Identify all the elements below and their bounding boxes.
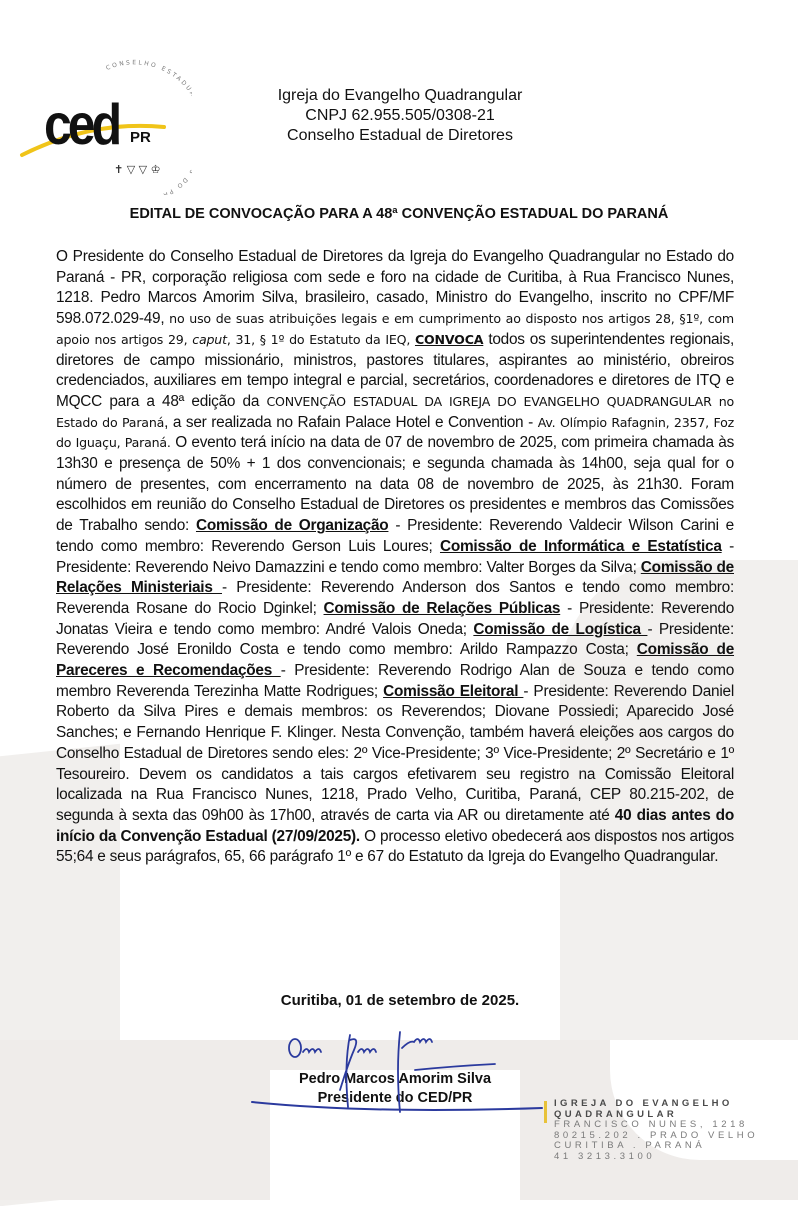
body-segment: , 31, § 1º do Estatuto da IEQ, (226, 331, 415, 347)
body-segment-italic: caput (192, 331, 227, 347)
commission-logistica: Comissão de Logística (473, 620, 648, 638)
signer-name: Pedro Marcos Amorim Silva (298, 1071, 492, 1087)
body-segment: todos os superintendentes regionais, diretores de campo missionário, ministros, pastores titulares, aspirantes ao ministério, obreiros credenciados, auxiliares em tempo integral e parcial, secretários, coordenadores e diretores de ITQ e MQCC para a 48ª edição da (56, 330, 735, 410)
commission-eleitoral: Comissão Eleitoral (383, 682, 524, 700)
signer-title: Presidente do CED/PR (317, 1090, 473, 1106)
stamp-org-line1: IGREJA DO EVANGELHO (554, 1098, 733, 1109)
commission-pareceres: Comissão de Pareceres e Recomendações (56, 641, 735, 680)
logo-suffix-text: PR (130, 129, 151, 146)
body-segment: - Presidente: Reverendo Valdecir Wilson Carini e tendo como membro: Reverendo Gerson Luis Loures; (56, 517, 734, 555)
letterhead (240, 86, 560, 146)
convoca-keyword: CONVOCA (414, 331, 484, 347)
stamp-address-line: CURITIBA . PARANÁ (554, 1140, 706, 1151)
body-segment: , a ser realizada no Rafain Palace Hotel e Convention - (164, 413, 538, 431)
commission-organizacao: Comissão de Organização (195, 517, 389, 535)
handwritten-signature (270, 1030, 510, 1110)
commission-relacoes-publicas: Comissão de Relações Públicas (323, 599, 561, 617)
stamp-address-line: 80215.202 . PRADO VELHO (554, 1129, 759, 1141)
document-title: EDITAL DE CONVOCAÇÃO PARA A 48ª CONVENÇÃO ESTADUAL DO PARANÁ (129, 206, 669, 222)
venue-address: Av. Olímpio Rafagnin, 2357, Foz do Iguaçu, Paraná. (56, 414, 734, 451)
ced-pr-logo (12, 30, 192, 195)
body-segment: - Presidente: Reverendo Anderson dos Santos e tendo como membro: Reverenda Rosane do Rocio Dginkel; (56, 579, 734, 617)
body-segment: - Presidente: Reverendo Daniel Roberto da Silva Pires e demais membros: os Reverendos; Diovane Possiedi; Aparecido José Sanches; e Fernando Henrique F. Klinger. Nesta Convenção, também haverá eleições aos cargos do Conselho Estadual de Diretores sendo eles: 2º Vice-Presidente; 3º Vice-Presidente; 2º Secretário e 1º Tesoureiro. Devem os candidatos a tais cargos efetivarem seu registro na Comissão Eleitoral localizada na Rua Francisco Nunes, 1218, Prado Velho, Curitiba, Paraná, CEP 80.215-202, de segunda à sexta das 09h00 às 17h00, através de carta via AR ou diretamente até (56, 682, 734, 824)
stamp-org-line2: QUADRANGULAR (554, 1109, 678, 1120)
commission-informatica: Comissão de Informática e Estatística (439, 537, 722, 555)
cnpj: CNPJ 62.955.505/0308-21 (305, 107, 495, 124)
commission-relacoes-ministeriais: Comissão de Relações Ministeriais (56, 558, 734, 597)
body-segment: O evento terá início na data de 07 de novembro de 2025, com primeira chamada às 13h30 e presença de 50% + 1 dos convencionais; e segunda chamada às 14h00, seja qual for o número de presentes, com encerramento na data 08 de novembro de 2025, às 21h30. Foram escolhidos em reunião do Conselho Estadual de Diretores os presidentes e membros das Comissões de Trabalho sendo: (56, 434, 735, 535)
date-line: Curitiba, 01 de setembro de 2025. (280, 992, 520, 1009)
logo-ring-text: CONSELHO ESTAD DO PA (105, 59, 190, 195)
body-segment: - Presidente: Reverendo Jonatas Vieira e tendo como membro: André Valois Oneda; (56, 599, 735, 638)
body-segment: O processo eletivo obedecerá aos dispostos nos artigos 55;64 e seus parágrafos, 65, 66 parágrafo 1º e 67 do Estatuto da Igreja do Evangelho Quadrangular. (56, 827, 734, 866)
body-segment: - Presidente: Reverendo José Eronildo Costa e tendo como membro: Arildo Rampazzo Costa; (56, 620, 734, 659)
convention-name: CONVENÇÃO ESTADUAL DA IGREJA DO EVANGELHO QUADRANGULAR no Estado do Paraná (56, 393, 735, 430)
deadline-text: 40 dias antes do início da Convenção Estadual (27/09/2025). (56, 806, 734, 845)
logo-symbols: ✝ ▽ ▽ ♔ (114, 163, 161, 176)
body-segment: - Presidente: Reverendo Rodrigo Alan de Souza e tendo como membro Reverenda Terezinha Matte Rodrigues; (56, 662, 735, 700)
document-body (56, 247, 734, 868)
body-segment: - Presidente: Reverendo Neivo Damazzini e tendo como membro: Valter Borges da Silva; (56, 537, 734, 576)
body-segment: no uso de suas atribuições legais e em cumprimento ao disposto nos artigos 28, §1º, com apoio nos artigos 29, (56, 311, 734, 347)
stamp-address-line: FRANCISCO NUNES, 1218 (554, 1119, 748, 1130)
logo-brand-text: ced (44, 92, 119, 157)
council-name: Conselho Estadual de Diretores (287, 127, 513, 144)
church-address-stamp (538, 1098, 798, 1162)
body-segment: O Presidente do Conselho Estadual de Diretores da Igreja do Evangelho Quadrangular no Estado do Paraná - PR, corporação religiosa com sede e foro na cidade de Curitiba, à Rua Francisco Nunes, 1218. Pedro Marcos Amorim Silva, brasileiro, casado, Ministro do Evangelho, inscrito no CPF/MF 598.072.029-49, (56, 248, 734, 328)
stamp-phone: 41 3213.3100 (554, 1150, 656, 1162)
org-name: Igreja do Evangelho Quadrangular (277, 87, 523, 104)
